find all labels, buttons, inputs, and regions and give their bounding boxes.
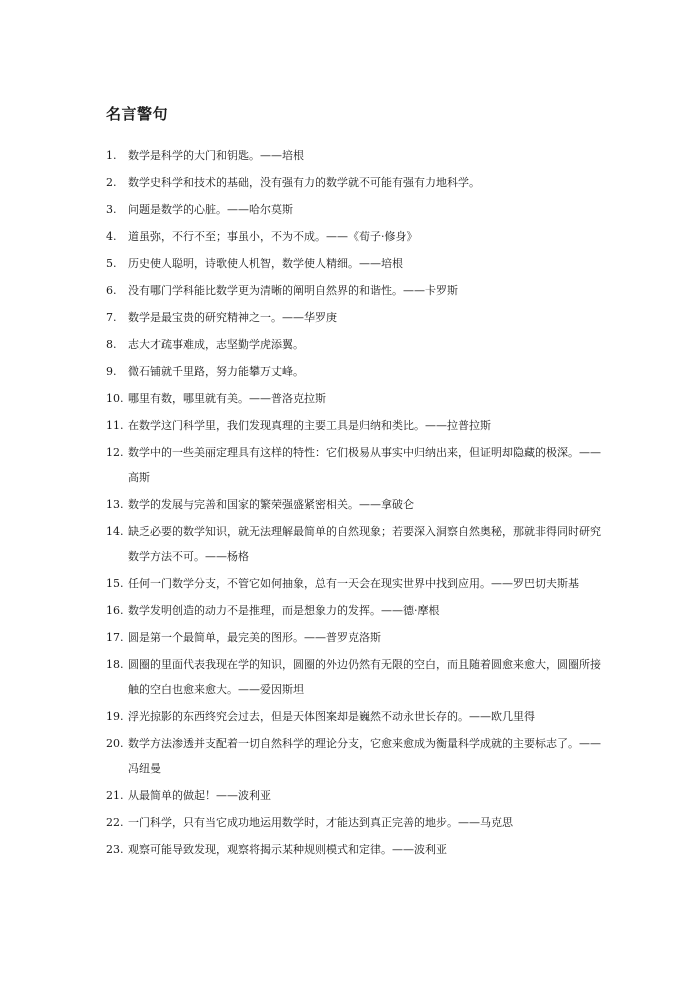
list-item <box>106 197 606 222</box>
list-item-text: 任何一门数学分支，不管它如何抽象，总有一天会在现实世界中找到应用。——罗巴切夫斯基 <box>128 577 579 590</box>
list-item <box>106 386 606 411</box>
list-item-text: 数学中的一些美丽定理具有这样的特性：它们极易从事实中归纳出来，但证明却隐藏的极深。——高斯 <box>128 446 601 484</box>
list-item-number: 7. <box>106 311 117 324</box>
list-item-text: 数学的发展与完善和国家的繁荣强盛紧密相关。——拿破仑 <box>128 498 414 511</box>
list-item-number: 4. <box>106 230 117 243</box>
list-item <box>106 359 606 384</box>
list-item-text: 历史使人聪明，诗歌使人机智，数学使人精细。——培根 <box>128 257 403 270</box>
list-item <box>106 652 606 702</box>
list-item <box>106 251 606 276</box>
list-item <box>106 170 606 195</box>
list-item-number: 10. <box>106 392 124 405</box>
list-item-text: 数学史科学和技术的基础，没有强有力的数学就不可能有强有力地科学。 <box>128 176 480 189</box>
list-item-number: 22. <box>106 816 124 829</box>
list-item <box>106 332 606 357</box>
list-item-number: 18. <box>106 658 124 671</box>
list-item <box>106 305 606 330</box>
list-item-text: 从最简单的做起！——波利亚 <box>128 789 271 802</box>
list-item-text: 没有哪门学科能比数学更为清晰的阐明自然界的和谐性。——卡罗斯 <box>128 284 458 297</box>
list-item-text: 问题是数学的心脏。——哈尔莫斯 <box>128 203 293 216</box>
list-item-text: 志大才疏事难成，志坚勤学虎添翼。 <box>128 338 304 351</box>
list-item-text: 观察可能导致发现，观察将揭示某种规则模式和定律。——波利亚 <box>128 843 447 856</box>
list-item <box>106 413 606 438</box>
list-item-text: 数学发明创造的动力不是推理，而是想象力的发挥。——德·摩根 <box>128 604 440 617</box>
list-item <box>106 783 606 808</box>
list-item-number: 9. <box>106 365 117 378</box>
list-item-number: 6. <box>106 284 117 297</box>
list-item-text: 哪里有数，哪里就有美。——普洛克拉斯 <box>128 392 326 405</box>
list-item-text: 微石铺就千里路，努力能攀万丈峰。 <box>128 365 304 378</box>
list-item-text: 圆是第一个最简单，最完美的图形。——普罗克洛斯 <box>128 631 381 644</box>
list-item <box>106 519 606 569</box>
list-item-number: 20. <box>106 737 124 750</box>
list-item <box>106 143 606 168</box>
list-item <box>106 598 606 623</box>
list-item-number: 1. <box>106 149 117 162</box>
list-item-text: 数学是最宝贵的研究精神之一。——华罗庚 <box>128 311 337 324</box>
list-item-number: 11. <box>106 419 124 432</box>
list-item <box>106 704 606 729</box>
list-item-text: 道虽弥，不行不至；事虽小，不为不成。——《荀子·修身》 <box>128 230 418 243</box>
list-item <box>106 810 606 835</box>
list-item-text: 浮光掠影的东西终究会过去，但是天体图案却是巍然不动永世长存的。——欧几里得 <box>128 710 535 723</box>
list-item-number: 2. <box>106 176 117 189</box>
page-title: 名言警句 <box>106 105 169 123</box>
list-item-number: 8. <box>106 338 117 351</box>
list-item-number: 21. <box>106 789 124 802</box>
quote-list <box>106 143 606 864</box>
list-item <box>106 837 606 862</box>
list-item-text: 一门科学，只有当它成功地运用数学时，才能达到真正完善的地步。——马克思 <box>128 816 513 829</box>
list-item <box>106 278 606 303</box>
list-item <box>106 571 606 596</box>
list-item-number: 17. <box>106 631 124 644</box>
list-item-number: 3. <box>106 203 117 216</box>
list-item <box>106 440 606 490</box>
list-item-text: 数学方法渗透并支配着一切自然科学的理论分支，它愈来愈成为衡量科学成就的主要标志了。——冯纽曼 <box>128 737 601 775</box>
list-item-number: 12. <box>106 446 124 459</box>
list-item-text: 在数学这门科学里，我们发现真理的主要工具是归纳和类比。——拉普拉斯 <box>128 419 491 432</box>
list-item-text: 圆圈的里面代表我现在学的知识，圆圈的外边仍然有无限的空白，而且随着圆愈来愈大，圆圈所接触的空白也愈来愈大。——爱因斯坦 <box>128 658 601 696</box>
list-item-text: 缺乏必要的数学知识，就无法理解最简单的自然现象；若要深入洞察自然奥秘，那就非得同时研究数学方法不可。——杨格 <box>128 525 601 563</box>
list-item <box>106 224 606 249</box>
list-item-number: 19. <box>106 710 124 723</box>
list-item-number: 5. <box>106 257 117 270</box>
list-item-number: 15. <box>106 577 124 590</box>
list-item-text: 数学是科学的大门和钥匙。——培根 <box>128 149 304 162</box>
list-item-number: 13. <box>106 498 124 511</box>
list-item <box>106 625 606 650</box>
list-item-number: 23. <box>106 843 124 856</box>
list-item-number: 16. <box>106 604 124 617</box>
list-item-number: 14. <box>106 525 124 538</box>
list-item <box>106 731 606 781</box>
list-item <box>106 492 606 517</box>
